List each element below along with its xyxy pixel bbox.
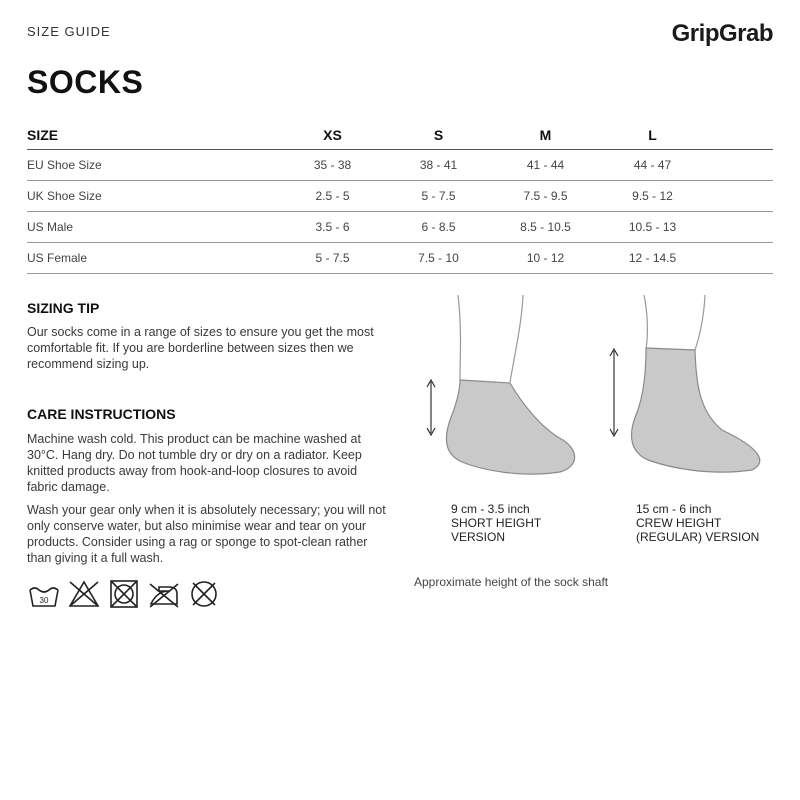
table-cell: 38 - 41 — [385, 150, 492, 181]
sizing-tip-text: Our socks come in a range of sizes to ensure you get the most comfortable fit. If you are borderline between sizes then we recommend sizing up. — [27, 325, 374, 371]
table-row — [27, 243, 773, 274]
table-cell: 10.5 - 13 — [599, 212, 706, 243]
size-guide-label: SIZE GUIDE — [27, 24, 111, 39]
page-title: SOCKS — [27, 64, 144, 100]
short-sock-height: 9 cm - 3.5 inch — [451, 502, 530, 516]
care-instructions-title: CARE INSTRUCTIONS — [27, 406, 176, 422]
crew-sock-type: CREW HEIGHT — [636, 516, 722, 530]
row-label: US Female — [27, 243, 280, 274]
sock-height-illustration — [400, 290, 780, 500]
size-table-header — [27, 120, 773, 150]
crew-sock-height: 15 cm - 6 inch — [636, 502, 712, 516]
row-label: US Male — [27, 212, 280, 243]
do-not-bleach-icon — [67, 578, 101, 610]
brand-logo: GripGrab — [671, 20, 773, 47]
do-not-tumble-dry-icon — [107, 578, 141, 610]
table-cell: 7.5 - 10 — [385, 243, 492, 274]
wash-30-icon — [27, 578, 61, 610]
table-row — [27, 150, 773, 181]
table-cell: 3.5 - 6 — [280, 212, 385, 243]
table-cell: 10 - 12 — [492, 243, 599, 274]
table-cell: 41 - 44 — [492, 150, 599, 181]
short-sock-shape — [446, 380, 574, 474]
crew-height-arrow — [610, 349, 618, 436]
short-height-arrow — [427, 380, 435, 435]
short-sock-version: VERSION — [451, 530, 506, 544]
crew-sock-leg-outline — [644, 295, 647, 350]
wash-temp-label: 30 — [39, 596, 49, 605]
column-header-s: S — [385, 120, 492, 150]
short-sock-leg-outline — [458, 295, 461, 380]
sock-shaft-caption: Approximate height of the sock shaft — [414, 575, 609, 589]
column-header-xs: XS — [280, 120, 385, 150]
care-text-wash: Machine wash cold. This product can be machine washed at 30°C. Hang dry. Do not tumble dry or dry on a radiator. Keep knitted products away from hook-and-loop closures to avoid fabric damage. — [27, 432, 362, 494]
table-cell: 6 - 8.5 — [385, 212, 492, 243]
crew-sock-shape — [632, 348, 760, 472]
short-sock-label — [451, 502, 541, 544]
column-header-m: M — [492, 120, 599, 150]
crew-sock-label — [636, 502, 759, 544]
size-table — [27, 120, 773, 274]
crew-sock-version: (REGULAR) VERSION — [636, 530, 760, 544]
column-header-l: L — [599, 120, 706, 150]
table-cell: 12 - 14.5 — [599, 243, 706, 274]
row-label: EU Shoe Size — [27, 150, 280, 181]
table-cell: 5 - 7.5 — [385, 181, 492, 212]
row-label: UK Shoe Size — [27, 181, 280, 212]
do-not-iron-icon — [147, 578, 181, 610]
care-text-conserve: Wash your gear only when it is absolutely necessary; you will not only conserve water, but also minimise wear and tear on your products. Consider using a rag or sponge to spot-clean rather than giving it a full wash. — [27, 503, 386, 565]
table-cell: 7.5 - 9.5 — [492, 181, 599, 212]
short-sock-type: SHORT HEIGHT — [451, 516, 542, 530]
do-not-dry-clean-icon — [187, 578, 221, 610]
sizing-tip-title: SIZING TIP — [27, 300, 100, 316]
table-row — [27, 212, 773, 243]
table-cell: 2.5 - 5 — [280, 181, 385, 212]
column-header-size: SIZE — [27, 120, 280, 150]
table-cell: 9.5 - 12 — [599, 181, 706, 212]
table-cell: 5 - 7.5 — [280, 243, 385, 274]
table-cell: 35 - 38 — [280, 150, 385, 181]
care-icons — [27, 578, 221, 610]
table-row — [27, 181, 773, 212]
table-cell: 44 - 47 — [599, 150, 706, 181]
table-cell: 8.5 - 10.5 — [492, 212, 599, 243]
